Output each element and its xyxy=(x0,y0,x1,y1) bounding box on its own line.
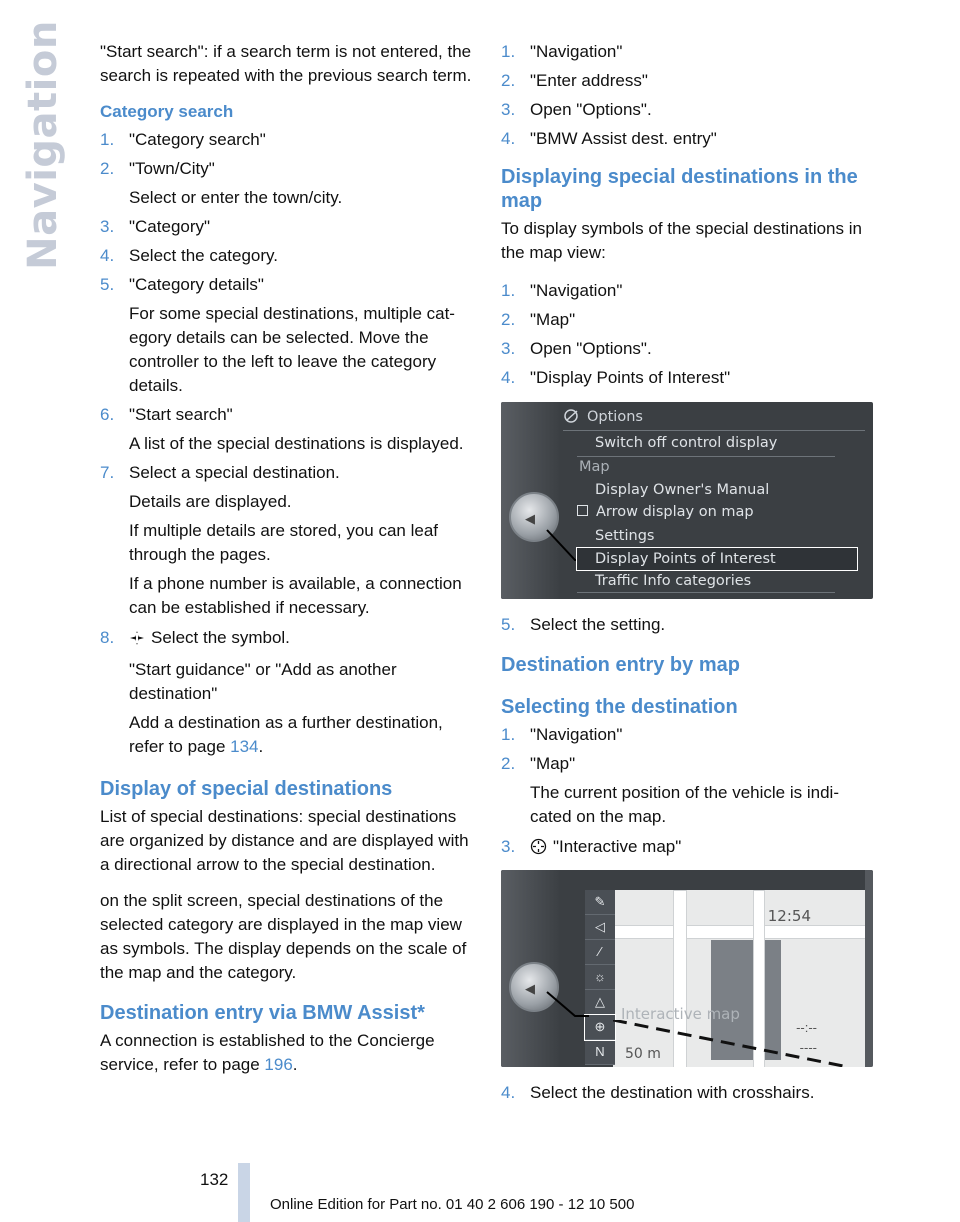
step-line: "Category search" xyxy=(129,130,266,149)
toolbar-crosshairs-icon[interactable]: ⊕ xyxy=(585,1015,615,1040)
options-title-text: Options xyxy=(587,409,643,425)
step-8-period: . xyxy=(258,737,264,756)
pointer-line xyxy=(545,990,589,1030)
page-number: 132 xyxy=(200,1170,229,1189)
step-text: "Navigation" xyxy=(530,42,623,61)
step-8-line-2: "Start guidance" or "Add as another destination" xyxy=(129,660,397,703)
toolbar-traffic-icon[interactable]: ⁄ xyxy=(585,940,615,965)
step-number: 4. xyxy=(501,368,516,387)
special-destination-symbol-icon xyxy=(129,629,145,653)
list-item xyxy=(501,127,873,151)
step-number: 4. xyxy=(501,129,516,148)
step-number: 4. xyxy=(501,1083,516,1102)
step-number: 5. xyxy=(501,615,516,634)
list-item xyxy=(100,157,472,210)
toolbar-poi-icon[interactable]: ☼ xyxy=(585,965,615,990)
step-3c-list xyxy=(501,835,873,862)
step-line: For some special destinations, multiple cat‐egory details can be selected. Move the controller to the left to leave the category details. xyxy=(129,304,455,395)
screen-bezel-right xyxy=(865,870,873,1067)
menu-separator xyxy=(577,456,835,457)
step-number: 7. xyxy=(100,463,115,482)
step-5-list xyxy=(501,613,873,637)
list-item xyxy=(501,69,873,93)
step-line: "Map" xyxy=(530,754,576,773)
step-text: "Enter address" xyxy=(530,71,648,90)
map-section-label: Map xyxy=(579,459,610,475)
step-number: 2. xyxy=(100,159,115,178)
step-number: 1. xyxy=(501,725,516,744)
poi-intro: To display symbols of the special destinations in the map view: xyxy=(501,219,862,262)
step-line: "Start search" xyxy=(129,405,233,424)
map-toolbar xyxy=(585,890,615,1065)
left-column xyxy=(100,40,472,1089)
assist-steps-list xyxy=(501,40,873,151)
toolbar-warning-icon[interactable]: △ xyxy=(585,990,615,1015)
step-line: "Category details" xyxy=(129,275,264,294)
step-3-text: "Interactive map" xyxy=(553,837,682,856)
step-line: "Category" xyxy=(129,217,211,236)
options-menu xyxy=(563,402,865,599)
list-item xyxy=(501,279,873,303)
step-line: "Navigation" xyxy=(530,725,623,744)
step-line: Select the category. xyxy=(129,246,278,265)
step-8 xyxy=(100,626,472,759)
step-line: Select or enter the town/city. xyxy=(129,188,343,207)
crosshairs-icon xyxy=(530,838,547,862)
list-item xyxy=(100,273,472,398)
list-item xyxy=(100,403,472,456)
display-owners-manual-item[interactable]: Display Owner's Manual xyxy=(595,482,770,498)
step-line: If a phone number is available, a connection can be established if necessary. xyxy=(129,574,462,617)
edition-note: Online Edition for Part no. 01 40 2 606 190 - 12 10 500 xyxy=(270,1196,635,1213)
step-content xyxy=(129,215,472,239)
step-number: 2. xyxy=(501,71,516,90)
step-line: The current position of the vehicle is indi‐cated on the map. xyxy=(530,783,839,826)
step-number: 2. xyxy=(501,310,516,329)
step-number: 3. xyxy=(501,837,516,856)
display-poi-item[interactable]: Display Points of Interest xyxy=(577,548,857,570)
list-item xyxy=(501,308,873,332)
toolbar-north-icon[interactable] xyxy=(585,1040,615,1065)
list-item xyxy=(501,40,873,64)
display-paragraph-2: on the split screen, special destinations of the selected category are displayed in the map view as symbols. The display depends on the scale of the map and the category. xyxy=(100,891,467,982)
section-side-tab xyxy=(18,20,68,270)
category-search-heading: Category search xyxy=(100,102,234,121)
step-text: "Map" xyxy=(530,310,576,329)
step-4c-list xyxy=(501,1081,873,1105)
switch-off-display-item[interactable]: Switch off control display xyxy=(595,435,778,451)
assist-period: . xyxy=(292,1055,298,1074)
step-content xyxy=(129,273,472,398)
poi-map-heading: Displaying special destinations in the map xyxy=(501,166,858,212)
page-196-link[interactable]: 196 xyxy=(264,1055,293,1074)
step-text: "Display Points of Interest" xyxy=(530,368,731,387)
map-steps-list xyxy=(501,723,873,829)
arrow-display-item[interactable] xyxy=(577,501,754,523)
step-8-line-3 xyxy=(129,711,472,759)
step-4-text: Select the destination with crosshairs. xyxy=(530,1083,815,1102)
step-number: 4. xyxy=(100,246,115,265)
step-number: 1. xyxy=(501,42,516,61)
step-number: 5. xyxy=(100,275,115,294)
arrow-display-label: Arrow display on map xyxy=(596,504,754,520)
category-steps-list xyxy=(100,128,472,620)
toolbar-guidance-icon[interactable]: ✎ xyxy=(585,890,615,915)
page-134-link[interactable]: 134 xyxy=(230,737,259,756)
step-4-crosshairs xyxy=(501,1081,873,1105)
step-content xyxy=(129,157,472,210)
options-menu-screenshot xyxy=(501,402,873,599)
map-scale: 50 m xyxy=(625,1046,661,1062)
right-column xyxy=(501,40,873,1111)
list-item xyxy=(501,752,873,829)
step-5-text: Select the setting. xyxy=(530,615,666,634)
traffic-info-item[interactable]: Traffic Info categories xyxy=(595,573,752,589)
step-line: If multiple details are stored, you can leaf through the pages. xyxy=(129,521,438,564)
step-text: Open "Options". xyxy=(530,339,652,358)
page-footer xyxy=(0,1163,960,1222)
step-content xyxy=(129,244,472,268)
list-item xyxy=(100,128,472,152)
assist-paragraph xyxy=(100,1029,472,1077)
step-8-list xyxy=(100,626,472,759)
list-item xyxy=(100,461,472,620)
list-item xyxy=(501,366,873,390)
step-line: Details are displayed. xyxy=(129,492,292,511)
poi-steps-list xyxy=(501,279,873,390)
list-item xyxy=(100,244,472,268)
list-item xyxy=(501,98,873,122)
route-line xyxy=(613,1020,843,1067)
settings-item[interactable]: Settings xyxy=(595,528,655,544)
step-number: 8. xyxy=(100,628,115,647)
display-special-destinations-heading: Display of special destinations xyxy=(100,778,393,800)
checkbox-icon xyxy=(577,505,588,516)
bmw-assist-heading: Destination entry via BMW Assist* xyxy=(100,1002,425,1024)
selecting-destination-heading: Selecting the destination xyxy=(501,696,738,718)
step-3-interactive xyxy=(501,835,873,862)
distance-readout-2: ---- xyxy=(799,1040,817,1055)
map-road xyxy=(613,925,873,939)
list-item xyxy=(501,337,873,361)
north-label: N xyxy=(595,1044,605,1059)
destination-entry-map-heading: Destination entry by map xyxy=(501,654,740,676)
step-line: "Town/City" xyxy=(129,159,215,178)
interactive-map-label: Interactive map xyxy=(621,1005,740,1023)
step-number: 3. xyxy=(501,100,516,119)
step-number: 2. xyxy=(501,754,516,773)
menu-separator xyxy=(563,430,865,431)
step-number: 3. xyxy=(501,339,516,358)
step-8-line-3-text: Add a destination as a further destination, refer to page xyxy=(129,713,443,756)
step-content xyxy=(129,403,472,456)
list-item xyxy=(501,723,873,747)
step-number: 1. xyxy=(100,130,115,149)
interactive-map-screenshot xyxy=(501,870,873,1067)
assist-text: A connection is established to the Concierge service, refer to page xyxy=(100,1031,435,1074)
map-clock: 12:54 xyxy=(767,907,811,925)
step-content xyxy=(530,752,873,829)
step-text: Open "Options". xyxy=(530,100,652,119)
step-text: "Navigation" xyxy=(530,281,623,300)
menu-separator xyxy=(577,592,835,593)
step-8-text: Select the symbol. xyxy=(151,628,290,647)
step-number: 6. xyxy=(100,405,115,424)
toolbar-voice-icon[interactable]: ◁ xyxy=(585,915,615,940)
distance-readout: --:-- xyxy=(796,1020,817,1035)
footer-bar xyxy=(238,1163,250,1222)
step-5 xyxy=(501,613,873,637)
step-number: 1. xyxy=(501,281,516,300)
display-paragraph-1: List of special destinations: special destinations are organized by distance and are displayed with a directional arrow to the special destination. xyxy=(100,807,469,874)
step-content xyxy=(129,461,472,620)
step-number: 3. xyxy=(100,217,115,236)
step-content xyxy=(129,128,472,152)
step-text: "BMW Assist dest. entry" xyxy=(530,129,717,148)
side-tab-label: Navigation xyxy=(20,20,66,270)
list-item xyxy=(100,215,472,239)
options-icon xyxy=(563,408,581,432)
step-content xyxy=(530,723,873,747)
step-line: Select a special destination. xyxy=(129,463,340,482)
options-title xyxy=(563,405,643,432)
intro-paragraph: "Start search": if a search term is not entered, the search is repeated with the previous search term. xyxy=(100,42,472,85)
step-line: A list of the special destinations is displayed. xyxy=(129,434,464,453)
